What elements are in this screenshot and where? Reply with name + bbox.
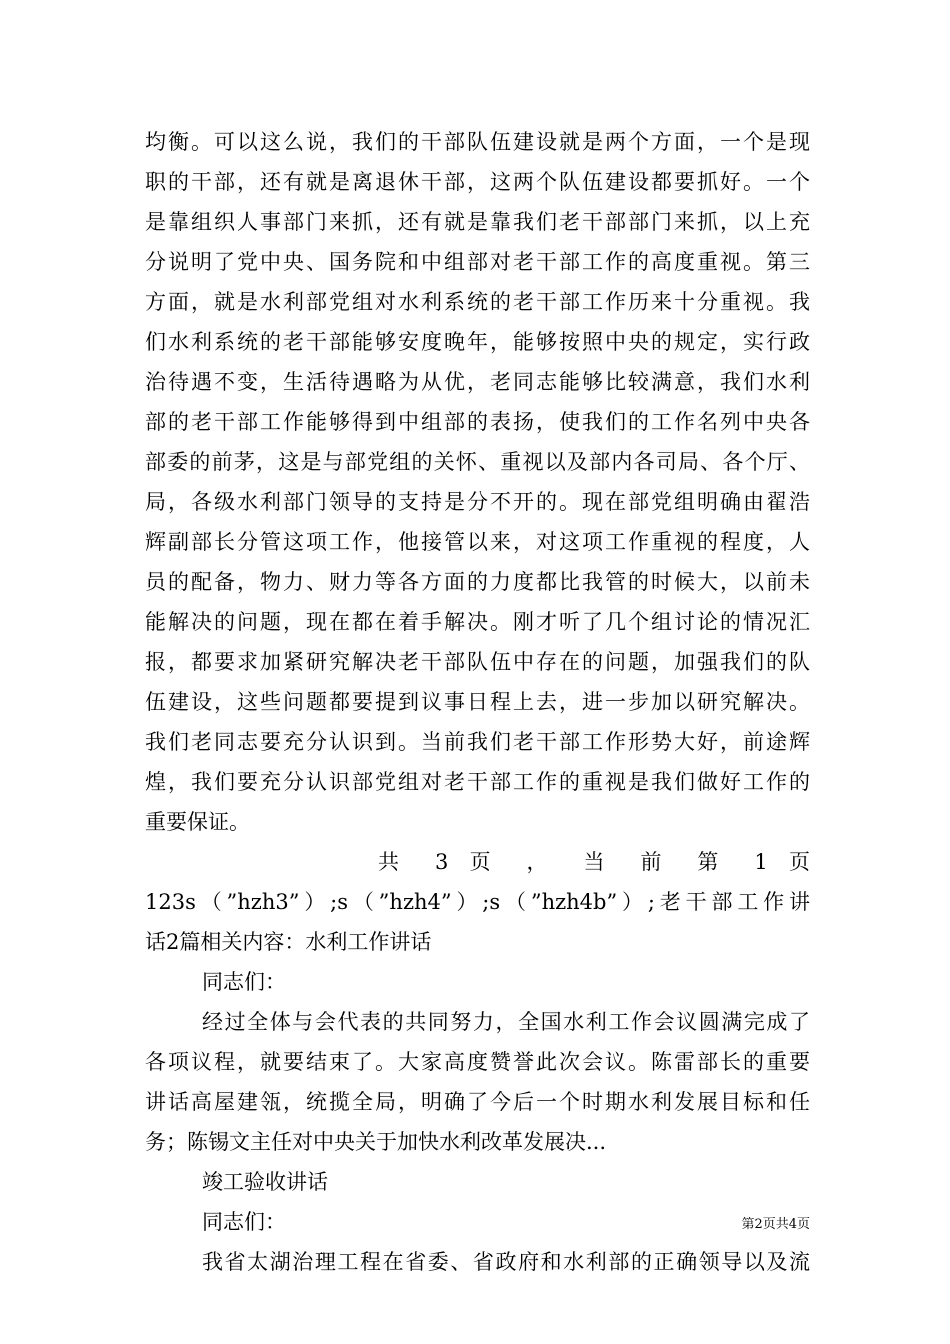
text-line: 是靠组织人事部门来抓，还有就是靠我们老干部部门来抓，以上充	[145, 210, 810, 234]
text-line: 话2篇相关内容：水利工作讲话	[145, 930, 432, 954]
text-line: 伍建设，这些问题都要提到议事日程上去，进一步加以研究解决。	[145, 690, 810, 714]
text-line: 部委的前茅，这是与部党组的关怀、重视以及部内各司局、各个厅、	[145, 450, 810, 474]
text-line: 们水利系统的老干部能够安度晚年，能够按照中央的规定，实行政	[145, 330, 810, 354]
text-line: 重要保证。	[145, 810, 250, 834]
text-line: 务；陈锡文主任对中央关于加快水利改革发展决...	[145, 1130, 607, 1154]
text-line: 治待遇不变，生活待遇略为从优，老同志能够比较满意，我们水利	[145, 370, 810, 394]
text-line: 员的配备，物力、财力等各方面的力度都比我管的时候大，以前未	[145, 570, 810, 594]
page-footer: 第2页共4页	[741, 1217, 810, 1232]
salutation: 同志们：	[202, 1210, 286, 1234]
text-line: 各项议程，就要结束了。大家高度赞誉此次会议。陈雷部长的重要	[145, 1050, 810, 1074]
text-line: 职的干部，还有就是离退休干部，这两个队伍建设都要抓好。一个	[145, 170, 810, 194]
text-line: 局，各级水利部门领导的支持是分不开的。现在部党组明确由翟浩	[145, 490, 810, 514]
text-line: 分说明了党中央、国务院和中组部对老干部工作的高度重视。第三	[145, 250, 810, 274]
salutation: 同志们：	[202, 970, 286, 994]
text-line: 煌，我们要充分认识部党组对老干部工作的重视是我们做好工作的	[145, 770, 810, 794]
text-line: 能解决的问题，现在都在着手解决。刚才听了几个组讨论的情况汇	[145, 610, 810, 634]
text-line: 123s（”hzh3”）;s（”hzh4”）;s（”hzh4b”）;老干部工作讲	[145, 890, 810, 914]
text-line: 方面，就是水利部党组对水利系统的老干部工作历来十分重视。我	[145, 290, 810, 314]
section-heading: 竣工验收讲话	[202, 1170, 328, 1194]
text-line: 我省太湖治理工程在省委、省政府和水利部的正确领导以及流	[202, 1250, 810, 1274]
text-line: 经过全体与会代表的共同努力，全国水利工作会议圆满完成了	[202, 1010, 810, 1034]
document-body	[145, 122, 810, 1282]
page-count-line: 共 3 页 ， 当 前 第 1 页	[378, 850, 810, 874]
text-line: 均衡。可以这么说，我们的干部队伍建设就是两个方面，一个是现	[145, 130, 810, 154]
text-line: 报，都要求加紧研究解决老干部队伍中存在的问题，加强我们的队	[145, 650, 810, 674]
text-line: 讲话高屋建瓴，统揽全局，明确了今后一个时期水利发展目标和任	[145, 1090, 810, 1114]
text-line: 辉副部长分管这项工作，他接管以来，对这项工作重视的程度，人	[145, 530, 810, 554]
text-line: 我们老同志要充分认识到。当前我们老干部工作形势大好，前途辉	[145, 730, 810, 754]
text-line: 部的老干部工作能够得到中组部的表扬，使我们的工作名列中央各	[145, 410, 810, 434]
